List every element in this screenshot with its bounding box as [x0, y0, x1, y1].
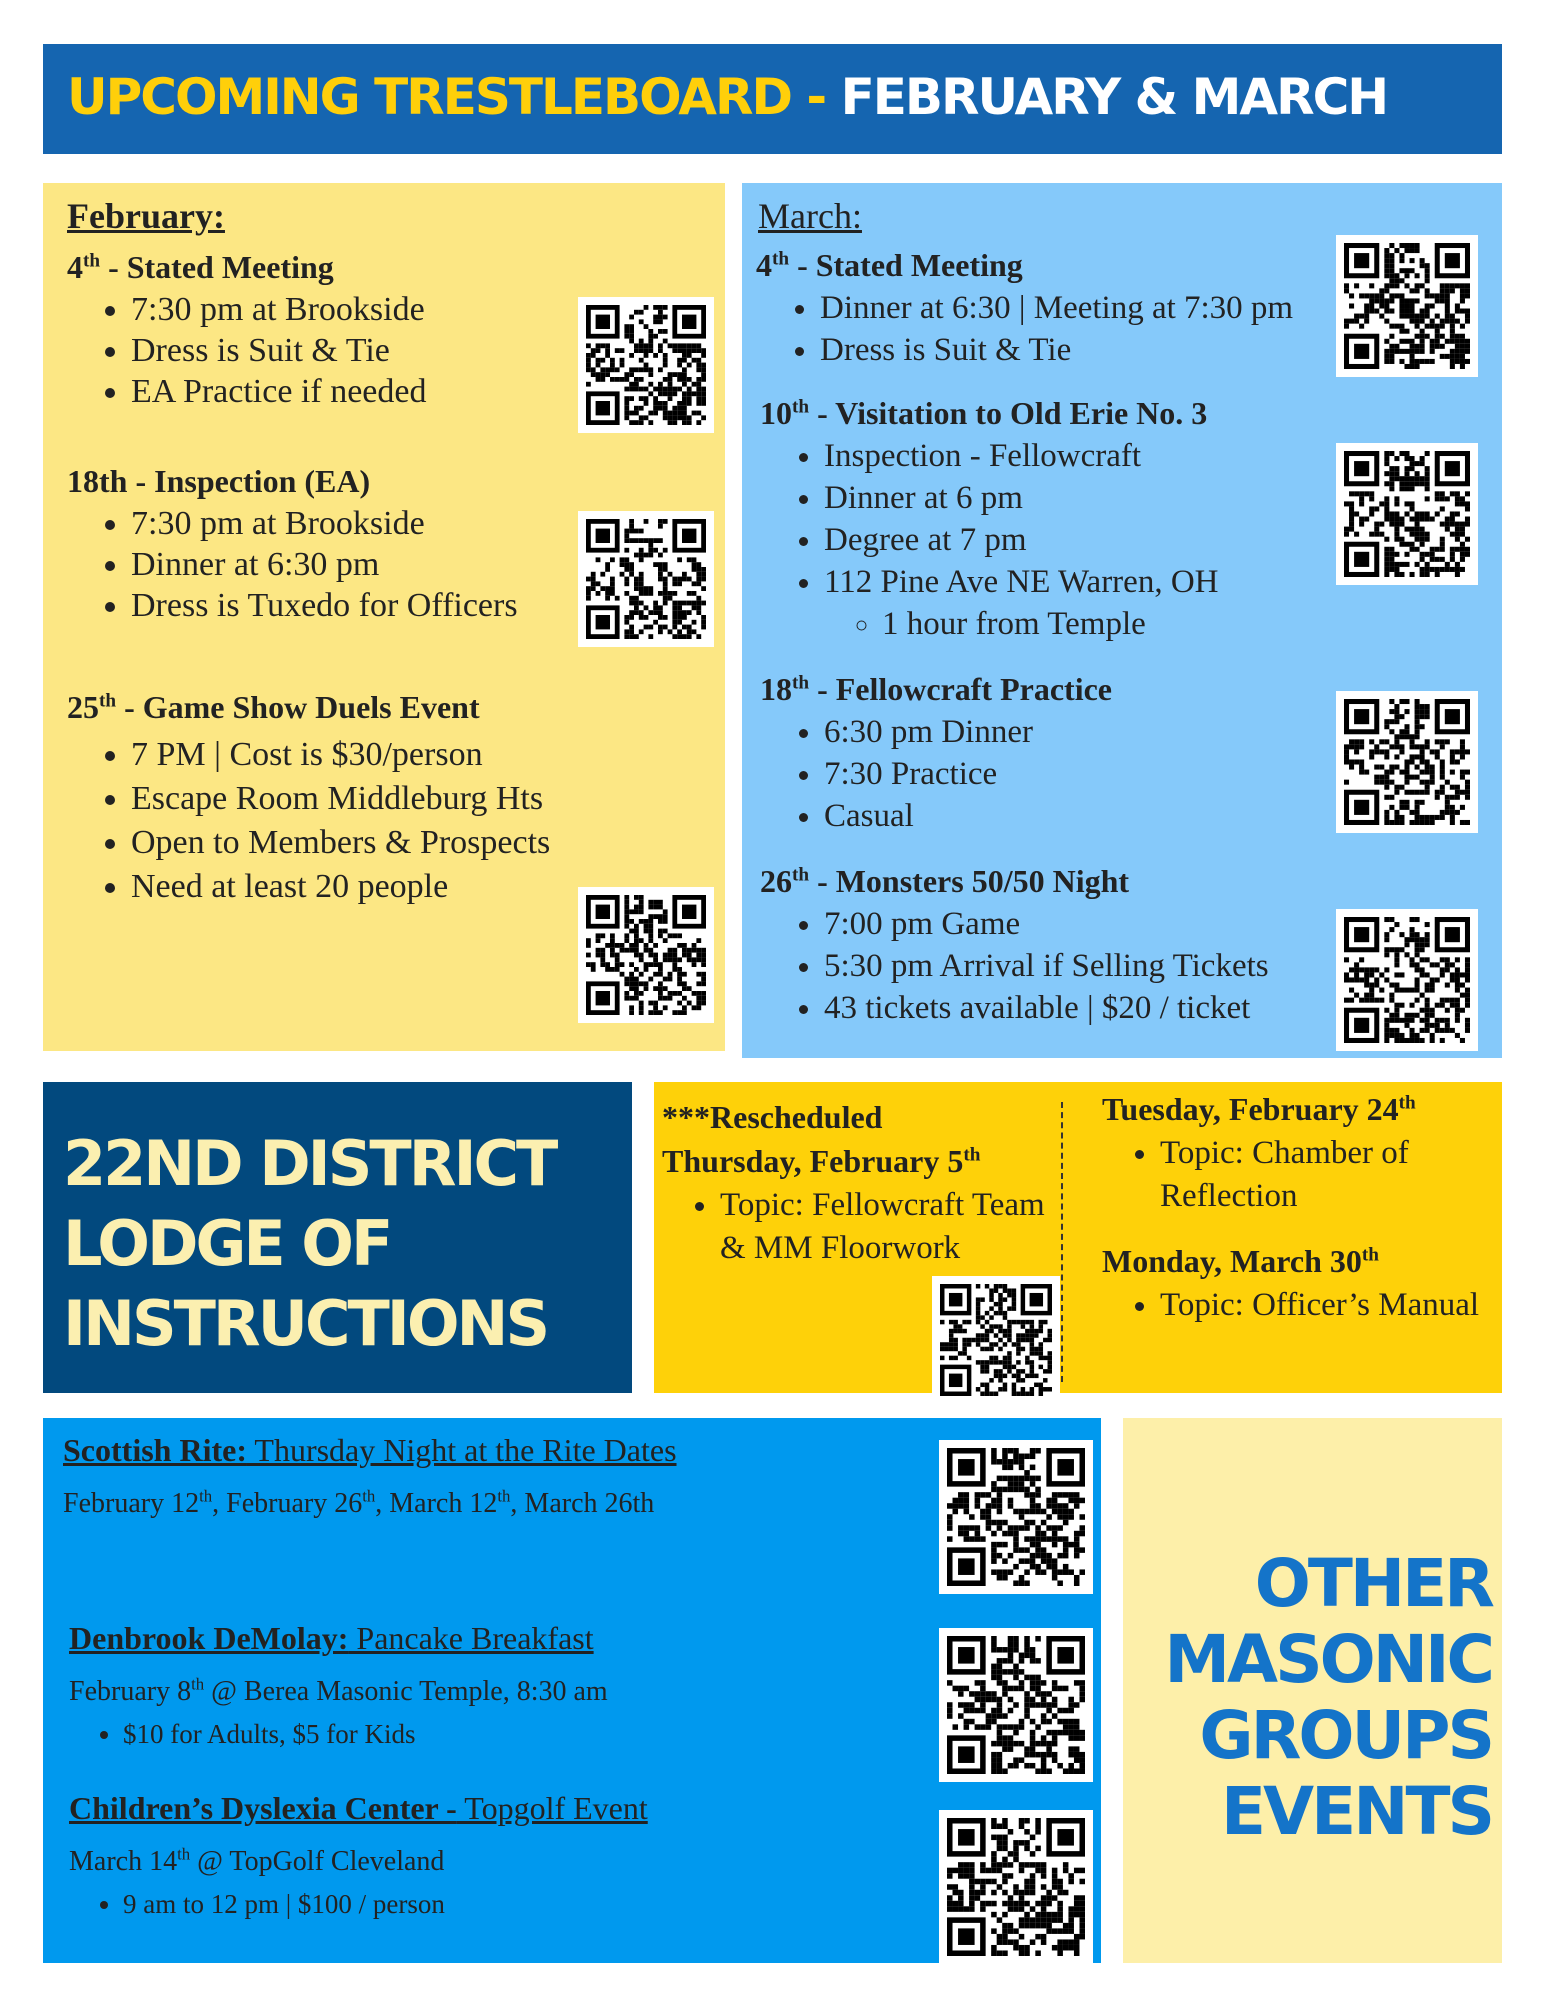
lodge-instructions-box [654, 1082, 1502, 1393]
list-item: • Topic: Fellowcraft Team & MM Floorwork [720, 1184, 1050, 1270]
divider [1061, 1102, 1063, 1382]
feb-event-4-title: 4th - Stated Meeting [67, 249, 334, 285]
rescheduled-label: ***Rescheduled [662, 1099, 883, 1135]
feb-event-25-bullets [67, 733, 611, 909]
list-item: • Dress is Suit & Tie [820, 329, 1440, 371]
qr-code-icon[interactable] [1336, 443, 1478, 585]
list-item: • 7:00 pm Game [824, 903, 1404, 945]
other-groups-title-box [1123, 1418, 1502, 1963]
list-item: • 112 Pine Ave NE Warren, OH [824, 561, 1404, 603]
other-groups-panel [43, 1418, 1101, 1963]
february-heading: February: [67, 196, 225, 236]
feb-event-18-bullets [67, 503, 651, 626]
list-item: • 43 tickets available | $20 / ticket [824, 987, 1404, 1029]
feb-event-4-bullets [67, 289, 651, 412]
qr-code-icon[interactable] [932, 1276, 1060, 1404]
list-item: • 5:30 pm Arrival if Selling Tickets [824, 945, 1404, 987]
title-part-2: FEBRUARY & MARCH [840, 68, 1388, 126]
title-part-1: UPCOMING TRESTLEBOARD - [67, 68, 826, 126]
qr-code-icon[interactable] [939, 1810, 1093, 1964]
dyslexia-bullets [67, 1886, 723, 1922]
qr-code-icon[interactable] [1336, 909, 1478, 1051]
list-item: • EA Practice if needed [131, 371, 651, 412]
mar-event-10-bullets [760, 435, 1404, 645]
lodge-date-feb-24: Tuesday, February 24th [1102, 1091, 1416, 1127]
march-panel [742, 183, 1502, 1058]
demolay-title: Denbrook DeMolay: Pancake Breakfast [69, 1620, 594, 1656]
header-banner [43, 44, 1502, 154]
scottish-rite-title: Scottish Rite: Thursday Night at the Rite Dates [63, 1432, 677, 1468]
list-item: • Casual [824, 795, 1404, 837]
list-item: • $10 for Adults, $5 for Kids [123, 1716, 723, 1752]
list-item: • Topic: Chamber of Reflection [1160, 1132, 1540, 1218]
march-heading: March: [758, 196, 862, 236]
list-item: • Dress is Tuxedo for Officers [131, 585, 651, 626]
rescheduled-date: Thursday, February 5th [662, 1143, 981, 1179]
lodge-topic-feb-24 [1092, 1132, 1540, 1218]
list-item: • Open to Members & Prospects [131, 821, 611, 865]
page-title [67, 66, 1387, 129]
district-title: 22ND DISTRICT LODGE OF INSTRUCTIONS [63, 1127, 556, 1360]
list-item: • 6:30 pm Dinner [824, 711, 1404, 753]
list-item: • Topic: Officer’s Manual [1160, 1284, 1480, 1327]
dyslexia-date: March 14th @ TopGolf Cleveland [69, 1844, 445, 1877]
lodge-date-mar-30: Monday, March 30th [1102, 1243, 1379, 1279]
qr-code-icon[interactable] [578, 511, 714, 647]
qr-code-icon[interactable] [578, 887, 714, 1023]
february-panel [43, 183, 725, 1051]
qr-code-icon[interactable] [939, 1440, 1093, 1594]
list-item: • Dress is Suit & Tie [131, 330, 651, 371]
mar-event-26-bullets [760, 903, 1404, 1029]
mar-event-26-title: 26th - Monsters 50/50 Night [760, 863, 1130, 899]
qr-code-icon[interactable] [578, 297, 714, 433]
list-item: • Dinner at 6 pm [824, 477, 1404, 519]
other-groups-title: OTHER MASONIC GROUPS EVENTS [1164, 1545, 1492, 1850]
list-item: • 9 am to 12 pm | $100 / person [123, 1886, 723, 1922]
feb-event-25-title: 25th - Game Show Duels Event [67, 689, 480, 725]
list-item: • Escape Room Middleburg Hts [131, 777, 611, 821]
list-item: ◦ 1 hour from Temple [882, 603, 1404, 645]
list-item: • 7:30 pm at Brookside [131, 503, 651, 544]
list-item: • Inspection - Fellowcraft [824, 435, 1404, 477]
list-item: • 7 PM | Cost is $30/person [131, 733, 611, 777]
mar-event-10-title: 10th - Visitation to Old Erie No. 3 [760, 395, 1208, 431]
feb-event-18-title: 18th - Inspection (EA) [67, 463, 371, 499]
qr-code-icon[interactable] [1336, 235, 1478, 377]
list-item: • Dinner at 6:30 pm [131, 544, 651, 585]
list-item: • 7:30 Practice [824, 753, 1404, 795]
scottish-rite-dates: February 12th, February 26th, March 12th, March 26th [63, 1486, 655, 1519]
mar-event-18-title: 18th - Fellowcraft Practice [760, 671, 1112, 707]
qr-code-icon[interactable] [1336, 691, 1478, 833]
qr-code-icon[interactable] [939, 1628, 1093, 1782]
list-item: • Degree at 7 pm [824, 519, 1404, 561]
list-item: • Dinner at 6:30 | Meeting at 7:30 pm [820, 287, 1440, 329]
lodge-topic-mar-30 [1092, 1284, 1480, 1327]
list-item: • Need at least 20 people [131, 865, 611, 909]
dyslexia-title: Children’s Dyslexia Center - Topgolf Event [69, 1790, 648, 1826]
district-title-box [43, 1082, 632, 1393]
mar-event-18-bullets [760, 711, 1404, 837]
rescheduled-topic [652, 1184, 1050, 1270]
mar-event-4-title: 4th - Stated Meeting [756, 247, 1023, 283]
demolay-date: February 8th @ Berea Masonic Temple, 8:30 am [69, 1674, 608, 1707]
list-item: • 7:30 pm at Brookside [131, 289, 651, 330]
demolay-bullets [67, 1716, 723, 1752]
